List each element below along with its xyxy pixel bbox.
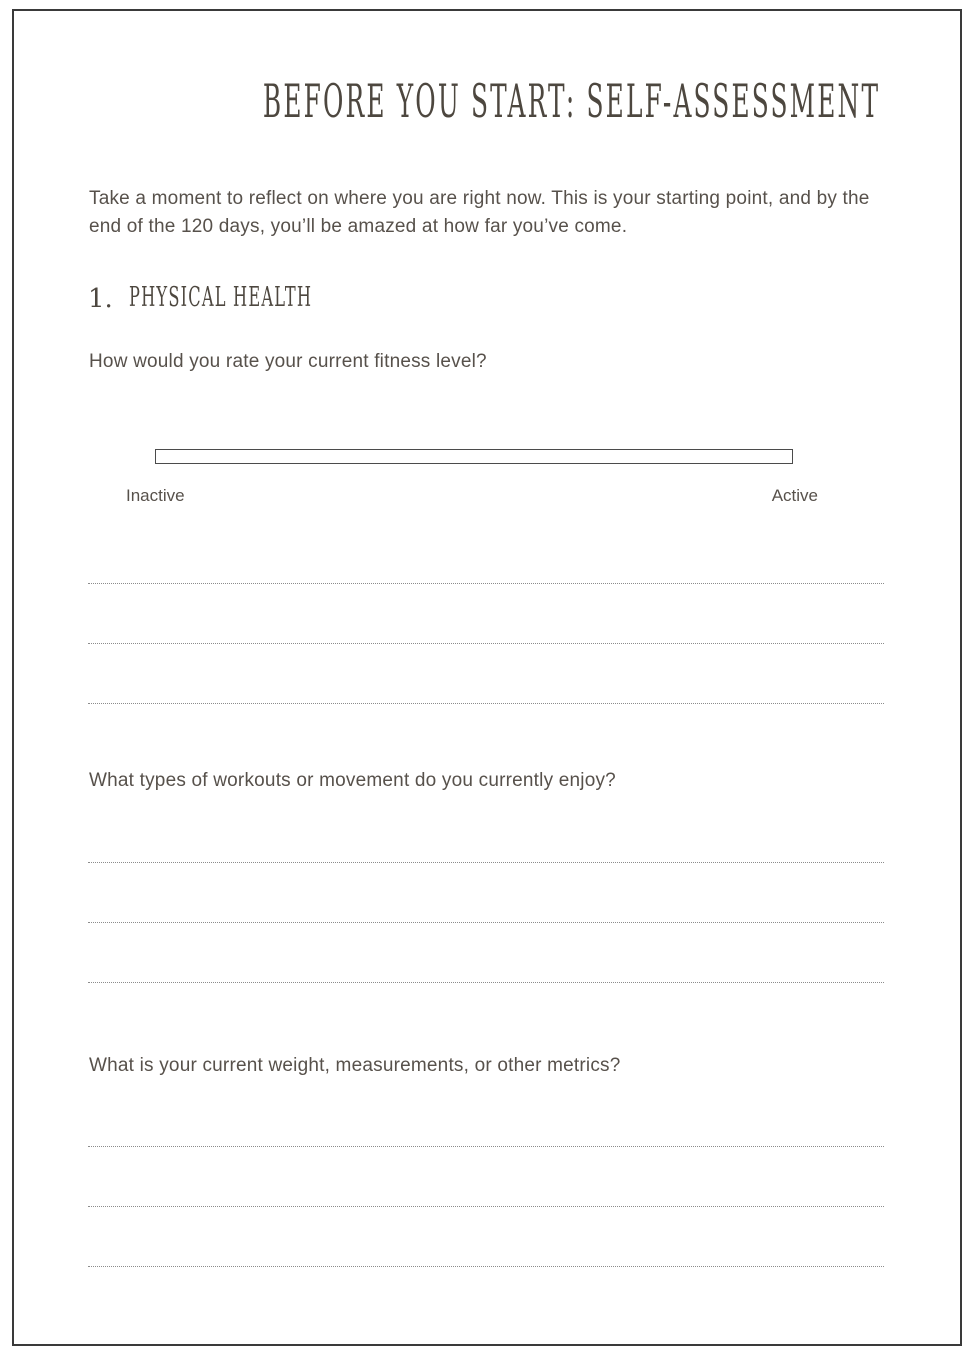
answer-lines-workouts	[88, 862, 884, 983]
answer-lines-fitness	[88, 583, 884, 704]
question-fitness-level: How would you rate your current fitness level?	[89, 351, 487, 372]
scale-label-inactive: Inactive	[126, 486, 185, 505]
answer-line[interactable]	[88, 1206, 884, 1207]
fitness-scale-labels	[126, 486, 818, 506]
section-heading	[0, 283, 974, 317]
answer-line[interactable]	[88, 1146, 884, 1147]
scale-label-active: Active	[771, 486, 818, 505]
question-metrics: What is your current weight, measurements, or other metrics?	[89, 1055, 621, 1076]
page-title	[0, 74, 974, 128]
answer-line[interactable]	[88, 862, 884, 863]
fitness-scale-bar[interactable]	[155, 449, 793, 464]
answer-line[interactable]	[88, 982, 884, 983]
answer-line[interactable]	[88, 1266, 884, 1267]
answer-line[interactable]	[88, 583, 884, 584]
answer-line[interactable]	[88, 643, 884, 644]
section-title: PHYSICAL HEALTH	[129, 282, 313, 313]
answer-line[interactable]	[88, 703, 884, 704]
section-number: 1.	[88, 284, 113, 314]
question-workouts: What types of workouts or movement do you currently enjoy?	[89, 770, 616, 791]
answer-line[interactable]	[88, 922, 884, 923]
page-title-text: BEFORE YOU START: SELF-ASSESSMENT	[262, 74, 881, 128]
answer-lines-metrics	[88, 1146, 884, 1267]
intro-paragraph: Take a moment to reflect on where you are right now. This is your starting point, and by the end of the 120 days, you’ll be amazed at how far you’ve come.	[89, 188, 870, 237]
